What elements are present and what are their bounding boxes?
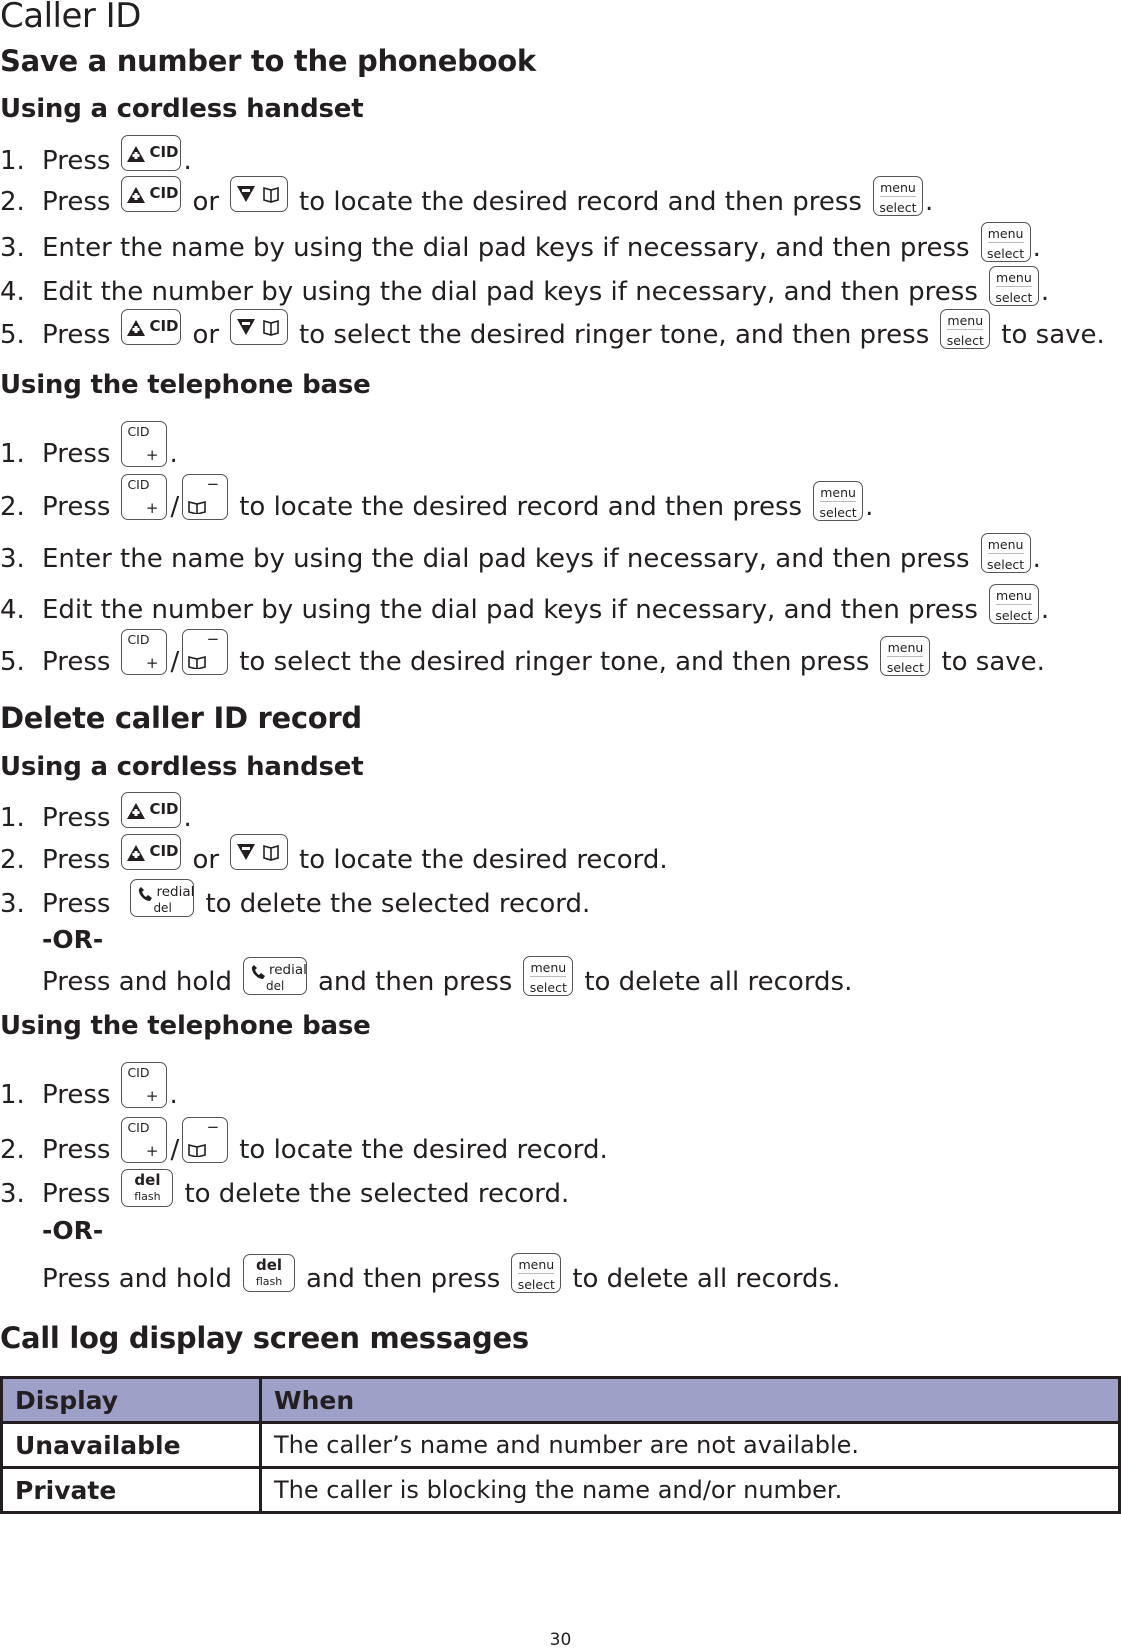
delete-base-step-3-alt: Press and hold del flash and then press menu select to delete all records.: [42, 1259, 840, 1299]
save-base-heading: Using the telephone base: [0, 370, 371, 400]
delete-base-step-3: 3. Press del flash to delete the selected record.: [0, 1171, 570, 1209]
base-phonebook-minus-key-icon: −: [182, 474, 228, 520]
save-base-step-5: 5. Press CID + / − to select the desired ringer tone, and then press menu select to save.: [0, 630, 1045, 677]
menu-select-key-icon: menu select: [873, 176, 923, 216]
page-title: Caller ID: [0, 0, 141, 36]
menu-select-key-icon: menu select: [813, 481, 863, 521]
or-label: -OR-: [42, 1216, 104, 1245]
menu-select-key-icon: menu select: [981, 222, 1031, 262]
save-handset-step-5: 5. Press CID or to select the desired ringer tone, and then press menu select to save.: [0, 315, 1105, 355]
save-handset-step-2: 2. Press CID or to locate the desired record and then press menu select .: [0, 182, 933, 222]
cid-up-key-icon: CID: [121, 176, 181, 212]
base-cid-plus-key-icon: CID +: [121, 1062, 167, 1108]
cid-up-key-icon: CID: [121, 309, 181, 345]
messages-table: [0, 1376, 1121, 1514]
delete-heading: Delete caller ID record: [0, 701, 362, 735]
delete-handset-heading: Using a cordless handset: [0, 752, 364, 782]
cid-up-key-icon: CID: [121, 135, 181, 171]
delete-handset-step-2: 2. Press CID or to locate the desired record.: [0, 840, 668, 880]
menu-select-key-icon: menu select: [880, 636, 930, 676]
cell-display: Private: [2, 1468, 261, 1513]
table-heading: Call log display screen messages: [0, 1321, 529, 1355]
save-handset-step-1: 1. Press CID .: [0, 141, 192, 181]
save-heading: Save a number to the phonebook: [0, 44, 536, 78]
delete-base-step-1: 1. Press CID + .: [0, 1075, 178, 1115]
cell-when: The caller is blocking the name and/or number.: [261, 1468, 1120, 1513]
del-flash-key-icon: del flash: [121, 1169, 173, 1207]
del-flash-key-icon: del flash: [243, 1254, 295, 1292]
base-phonebook-minus-key-icon: −: [182, 1117, 228, 1163]
cid-up-key-icon: CID: [121, 792, 181, 828]
save-base-step-3: 3. Enter the name by using the dial pad keys if necessary, and then press menu select .: [0, 539, 1041, 579]
menu-select-key-icon: menu select: [940, 309, 990, 349]
cell-when: The caller’s name and number are not available.: [261, 1423, 1120, 1468]
column-header-when: When: [261, 1378, 1120, 1423]
table-row: [2, 1423, 1120, 1468]
menu-select-key-icon: menu select: [523, 956, 573, 996]
save-base-step-1: 1. Press CID + .: [0, 434, 178, 474]
redial-del-key-icon: redial del: [243, 957, 307, 995]
down-phonebook-key-icon: [230, 834, 288, 870]
table-header-row: [2, 1378, 1120, 1423]
base-cid-plus-key-icon: CID +: [121, 421, 167, 467]
cid-up-key-icon: CID: [121, 834, 181, 870]
save-handset-heading: Using a cordless handset: [0, 94, 364, 124]
save-handset-step-4: 4. Edit the number by using the dial pad keys if necessary, and then press menu select .: [0, 272, 1049, 312]
or-label: -OR-: [42, 925, 104, 954]
save-handset-step-3: 3. Enter the name by using the dial pad keys if necessary, and then press menu select .: [0, 228, 1041, 268]
delete-base-step-2: 2. Press CID + / − to locate the desired record.: [0, 1118, 608, 1165]
base-cid-plus-key-icon: CID +: [121, 474, 167, 520]
menu-select-key-icon: menu select: [989, 584, 1039, 624]
save-base-step-2: 2. Press CID + / − to locate the desired record and then press menu select .: [0, 475, 874, 522]
page-number: 30: [549, 1630, 572, 1650]
base-cid-plus-key-icon: CID +: [121, 629, 167, 675]
delete-handset-step-3-alt: Press and hold redial del and then press menu select to delete all records.: [42, 962, 852, 1002]
save-base-step-4: 4. Edit the number by using the dial pad keys if necessary, and then press menu select .: [0, 590, 1049, 630]
down-phonebook-key-icon: [230, 176, 288, 212]
delete-base-heading: Using the telephone base: [0, 1011, 371, 1041]
delete-handset-step-1: 1. Press CID .: [0, 798, 192, 838]
base-cid-plus-key-icon: CID +: [121, 1117, 167, 1163]
delete-handset-step-3: 3. Press redial del to delete the selected record.: [0, 884, 590, 924]
menu-select-key-icon: menu select: [511, 1253, 561, 1293]
column-header-display: Display: [2, 1378, 261, 1423]
redial-del-key-icon: redial del: [130, 879, 194, 917]
base-phonebook-minus-key-icon: −: [182, 629, 228, 675]
table-row: [2, 1468, 1120, 1513]
down-phonebook-key-icon: [230, 309, 288, 345]
menu-select-key-icon: menu select: [989, 266, 1039, 306]
cell-display: Unavailable: [2, 1423, 261, 1468]
menu-select-key-icon: menu select: [981, 533, 1031, 573]
